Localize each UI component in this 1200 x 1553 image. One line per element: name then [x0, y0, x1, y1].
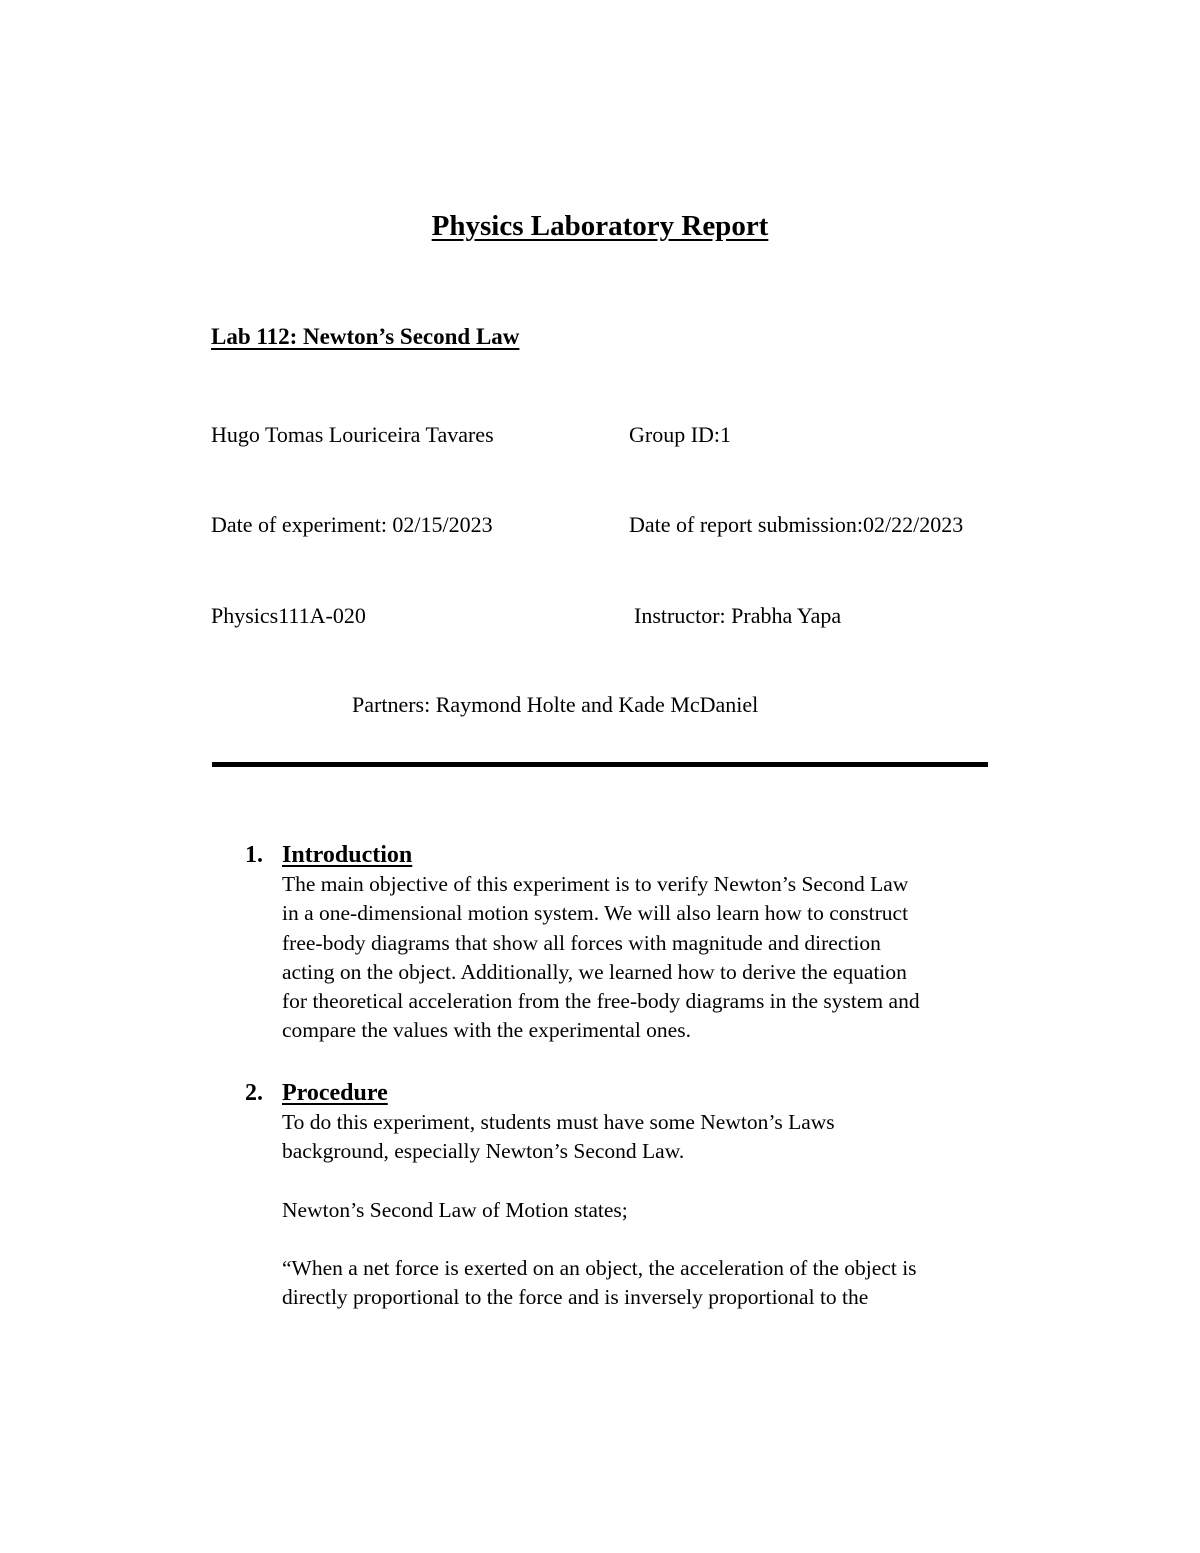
report-title: Physics Laboratory Report: [431, 210, 769, 242]
section-body: [282, 870, 1005, 1046]
section-title: Procedure: [282, 1080, 388, 1106]
section-number: 1.: [245, 842, 263, 868]
section-procedure: [245, 1079, 1005, 1312]
horizontal-divider: [212, 762, 988, 767]
body-line: The main objective of this experiment is to verify Newton’s Second Law: [282, 872, 909, 896]
date-of-experiment: Date of experiment: 02/15/2023: [211, 512, 493, 537]
body-line: free-body diagrams that show all forces with magnitude and direction: [282, 930, 881, 955]
lab-title: Lab 112: Newton’s Second Law: [211, 324, 520, 349]
instructor: Instructor: Prabha Yapa: [634, 603, 842, 628]
student-name: Hugo Tomas Louriceira Tavares: [211, 422, 494, 447]
body-line: compare the values with the experimental ones.: [282, 1018, 691, 1043]
section-body: [282, 1108, 1005, 1312]
partners: Partners: Raymond Holte and Kade McDaniel: [352, 692, 759, 717]
section-title: Introduction: [282, 842, 413, 868]
section-introduction: [245, 841, 1005, 1046]
course-code: Physics111A-020: [211, 603, 366, 628]
body-line: To do this experiment, students must have some Newton’s Laws: [282, 1110, 835, 1134]
body-line: for theoretical acceleration from the free-body diagrams in the system and: [282, 989, 920, 1014]
paragraph-gap: [282, 1225, 1005, 1254]
group-id: Group ID:1: [629, 422, 732, 447]
body-line: acting on the object. Additionally, we learned how to derive the equation: [282, 959, 907, 984]
section-number: 2.: [245, 1080, 263, 1106]
section-heading: [245, 841, 1005, 870]
body-line: background, especially Newton’s Second Law.: [282, 1139, 685, 1164]
quote-line: directly proportional to the force and is inversely proportional to the: [282, 1285, 869, 1310]
body-line: in a one-dimensional motion system. We will also learn how to construct: [282, 901, 909, 926]
section-heading: [245, 1079, 1005, 1108]
date-of-submission: Date of report submission:02/22/2023: [629, 512, 964, 537]
paragraph-gap: [282, 1167, 1005, 1196]
quote-line: “When a net force is exerted on an object, the acceleration of the object is: [282, 1255, 917, 1280]
body-line: Newton’s Second Law of Motion states;: [282, 1197, 628, 1222]
